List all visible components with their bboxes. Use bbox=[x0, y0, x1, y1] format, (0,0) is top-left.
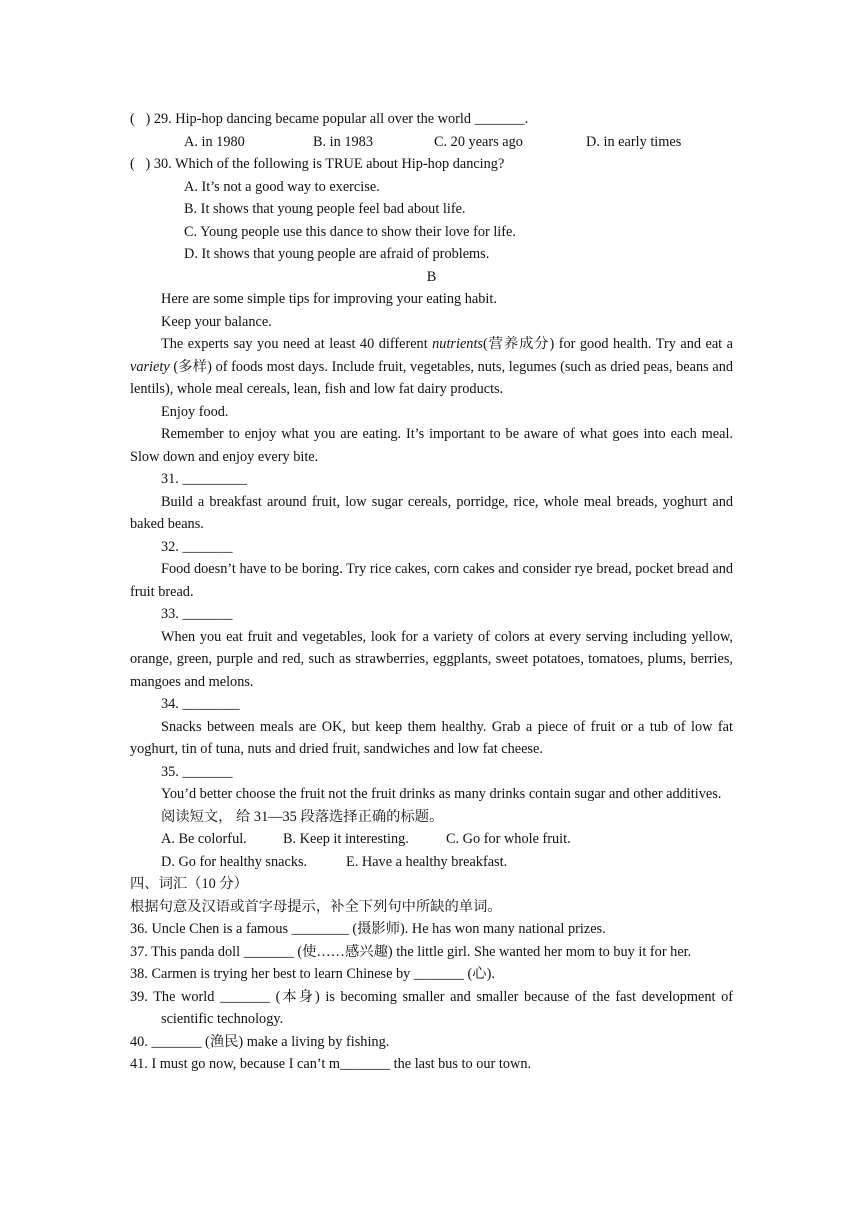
question-30-stem: ( ) 30. Which of the following is TRUE about Hip-hop dancing? bbox=[130, 156, 505, 172]
question-29-options bbox=[130, 131, 733, 154]
tip1-paragraph bbox=[130, 333, 733, 401]
choice-e: E. Have a healthy breakfast. bbox=[346, 853, 508, 870]
vocab-section-title: 四、词汇（10 分） bbox=[130, 876, 248, 892]
heading-choices-row-1 bbox=[130, 828, 733, 851]
paragraph-33: When you eat fruit and vegetables, look for a variety of colors at every serving including yellow, orange, green, purple and red, such as strawberries, eggplants, sweet potatoes, tomatoes, plums, berries, mangoes and melons. bbox=[130, 628, 733, 690]
question-30-option-c: C. Young people use this dance to show their love for life. bbox=[184, 223, 516, 240]
paragraph-34: Snacks between meals are OK, but keep them healthy. Grab a piece of fruit or a tub of low fat yoghurt, tin of tuna, nuts and dried fruit, sandwiches and low fat cheese. bbox=[130, 718, 733, 757]
question-39: 39. The world _______ (本身) is becoming smaller and smaller because of the fast development of scientific technology. bbox=[130, 988, 733, 1027]
tip1-text-c: (多样) of foods most days. Include fruit, vegetables, nuts, legumes (such as dried peas, beans and lentils), whole meal cereals, lean, fish and low fat dairy products. bbox=[130, 358, 733, 397]
question-29-stem: ( ) 29. Hip-hop dancing became popular all over the world _______. bbox=[130, 111, 529, 127]
blank-34: 34. ________ bbox=[161, 696, 240, 712]
tip1-text-b: (营养成分) for good health. Try and eat a bbox=[483, 336, 733, 352]
tip1-term-nutrients: nutrients bbox=[432, 336, 483, 352]
blank-35: 35. _______ bbox=[161, 763, 233, 780]
passage-b-instruction: 阅读短文， 给 31—35 段落选择正确的标题。 bbox=[161, 808, 444, 825]
question-30-option-b: B. It shows that young people feel bad about life. bbox=[184, 201, 466, 217]
heading-choices-row-2 bbox=[130, 851, 733, 874]
question-29-option-d: D. in early times bbox=[586, 133, 682, 150]
question-36: 36. Uncle Chen is a famous ________ (摄影师). He has won many national prizes. bbox=[130, 921, 606, 937]
question-37: 37. This panda doll _______ (使……感兴趣) the little girl. She wanted her mom to buy it for her. bbox=[130, 943, 692, 960]
question-29-option-c: C. 20 years ago bbox=[434, 133, 523, 150]
paragraph-32: Food doesn’t have to be boring. Try rice cakes, corn cakes and consider rye bread, pocket bread and fruit bread. bbox=[130, 561, 733, 600]
question-29-option-a: A. in 1980 bbox=[184, 133, 245, 150]
blank-32: 32. _______ bbox=[161, 538, 233, 555]
tip2-title: Enjoy food. bbox=[161, 403, 229, 420]
page-content bbox=[130, 108, 733, 1076]
tip1-term-variety: variety bbox=[130, 358, 170, 375]
blank-33: 33. _______ bbox=[161, 606, 233, 622]
question-40: 40. _______ (渔民) make a living by fishing. bbox=[130, 1033, 390, 1050]
paragraph-31: Build a breakfast around fruit, low sugar cereals, porridge, rice, whole meal breads, yoghurt and baked beans. bbox=[130, 493, 733, 532]
blank-31: 31. _________ bbox=[161, 471, 247, 487]
choice-a: A. Be colorful. bbox=[161, 831, 247, 847]
question-29-option-b: B. in 1983 bbox=[313, 133, 373, 150]
passage-b-intro: Here are some simple tips for improving your eating habit. bbox=[161, 291, 497, 307]
passage-b-heading: B bbox=[426, 268, 437, 285]
choice-d: D. Go for healthy snacks. bbox=[161, 853, 308, 870]
question-38: 38. Carmen is trying her best to learn Chinese by _______ (心). bbox=[130, 966, 495, 982]
tip1-text-a: The experts say you need at least 40 different bbox=[161, 336, 433, 352]
vocab-instruction: 根据句意及汉语或首字母提示，补全下列句中所缺的单词。 bbox=[130, 898, 502, 915]
choice-c: C. Go for whole fruit. bbox=[446, 831, 571, 847]
question-30-option-d: D. It shows that young people are afraid of problems. bbox=[184, 246, 490, 262]
tip2-paragraph: Remember to enjoy what you are eating. It’s important to be aware of what goes into each meal. Slow down and enjoy every bite. bbox=[130, 426, 733, 465]
question-30-option-a: A. It’s not a good way to exercise. bbox=[184, 178, 380, 195]
tip1-title: Keep your balance. bbox=[161, 313, 272, 330]
paragraph-35: You’d better choose the fruit not the fruit drinks as many drinks contain sugar and other additives. bbox=[161, 786, 722, 802]
question-41: 41. I must go now, because I can’t m_______ the last bus to our town. bbox=[130, 1056, 532, 1072]
choice-b: B. Keep it interesting. bbox=[283, 831, 409, 847]
